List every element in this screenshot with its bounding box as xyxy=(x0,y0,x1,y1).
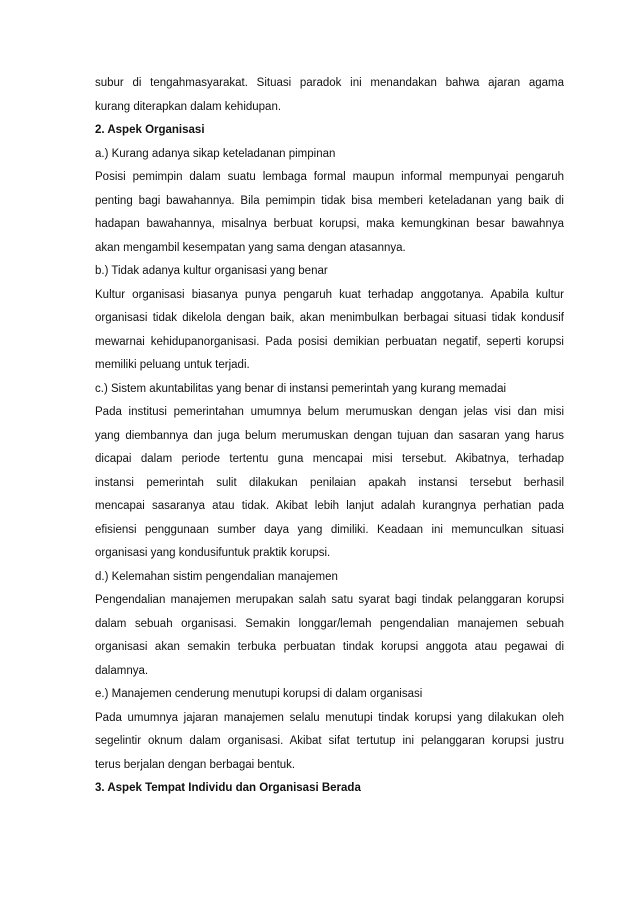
text-line: efisiensi penggunaan sumber daya yang dimiliki. Keadaan ini memunculkan situasi xyxy=(95,523,564,536)
text-line: Kultur organisasi biasanya punya pengaruh kuat terhadap anggotanya. Apabila kultur xyxy=(95,288,564,301)
text-line: c.) Sistem akuntabilitas yang benar di instansi pemerintah yang kurang memadai xyxy=(95,382,507,395)
text-line: akan mengambil kesempatan yang sama dengan atasannya. xyxy=(95,241,406,254)
text-line: organisasi yang kondusifuntuk praktik korupsi. xyxy=(95,547,331,559)
text-line: Pada institusi pemerintahan umumnya belum merumuskan dengan jelas visi dan misi xyxy=(95,406,564,418)
text-line: Posisi pemimpin dalam suatu lembaga formal maupun informal mempunyai pengaruh xyxy=(95,171,564,183)
text-line: mencapai sasaranya atau tidak. Akibat lebih lanjut adalah kurangnya perhatian pada xyxy=(95,500,564,512)
text-line: dalam sebuah organisasi. Semakin longgar/lemah pengendalian manajemen sebuah xyxy=(95,617,564,630)
text-line: yang diembannya dan juga belum merumuskan dengan tujuan dan sasaran yang harus xyxy=(95,429,564,442)
text-line: organisasi akan semakin terbuka perbuatan tindak korupsi anggota atau pegawai di xyxy=(95,641,564,653)
text-line: penting bagi bawahannya. Bila pemimpin tidak bisa memberi keteladanan yang baik di xyxy=(95,194,564,207)
text-line: a.) Kurang adanya sikap keteladanan pimpinan xyxy=(95,147,336,160)
text-line: d.) Kelemahan sistim pengendalian manajemen xyxy=(95,570,338,583)
text-line: Pada umumnya jajaran manajemen selalu menutupi tindak korupsi yang dilakukan oleh xyxy=(95,711,564,724)
text-line: subur di tengahmasyarakat. Situasi paradok ini menandakan bahwa ajaran agama xyxy=(95,77,564,89)
text-line: Pengendalian manajemen merupakan salah satu syarat bagi tindak pelanggaran korupsi xyxy=(95,594,564,606)
text-line: b.) Tidak adanya kultur organisasi yang benar xyxy=(95,265,328,277)
text-line: dicapai dalam periode tertentu guna mencapai misi tersebut. Akibatnya, terhadap xyxy=(95,453,564,465)
section-heading: 2. Aspek Organisasi xyxy=(95,124,205,136)
text-line: segelintir oknum dalam organisasi. Akibat sifat tertutup ini pelanggaran korupsi justru xyxy=(95,735,564,747)
section-heading: 3. Aspek Tempat Individu dan Organisasi Berada xyxy=(95,782,361,794)
text-line: terus berjalan dengan berbagai bentuk. xyxy=(95,758,296,771)
text-line: dalamnya. xyxy=(95,664,149,677)
text-line: mewarnai kehidupanorganisasi. Pada posisi demikian perbuatan negatif, seperti korupsi xyxy=(95,335,564,348)
text-line: memiliki peluang untuk terjadi. xyxy=(95,359,250,371)
document-body xyxy=(95,72,564,801)
text-line: hadapan bawahannya, misalnya berbuat korupsi, maka kemungkinan besar bawahnya xyxy=(95,218,564,230)
text-line: organisasi tidak dikelola dengan baik, akan menimbulkan berbagai situasi tidak kondusif xyxy=(95,312,564,324)
text-line: e.) Manajemen cenderung menutupi korupsi di dalam organisasi xyxy=(95,688,423,700)
text-line: kurang diterapkan dalam kehidupan. xyxy=(95,100,282,113)
text-line: instansi pemerintah sulit dilakukan penilaian apakah instansi tersebut berhasil xyxy=(95,476,564,489)
